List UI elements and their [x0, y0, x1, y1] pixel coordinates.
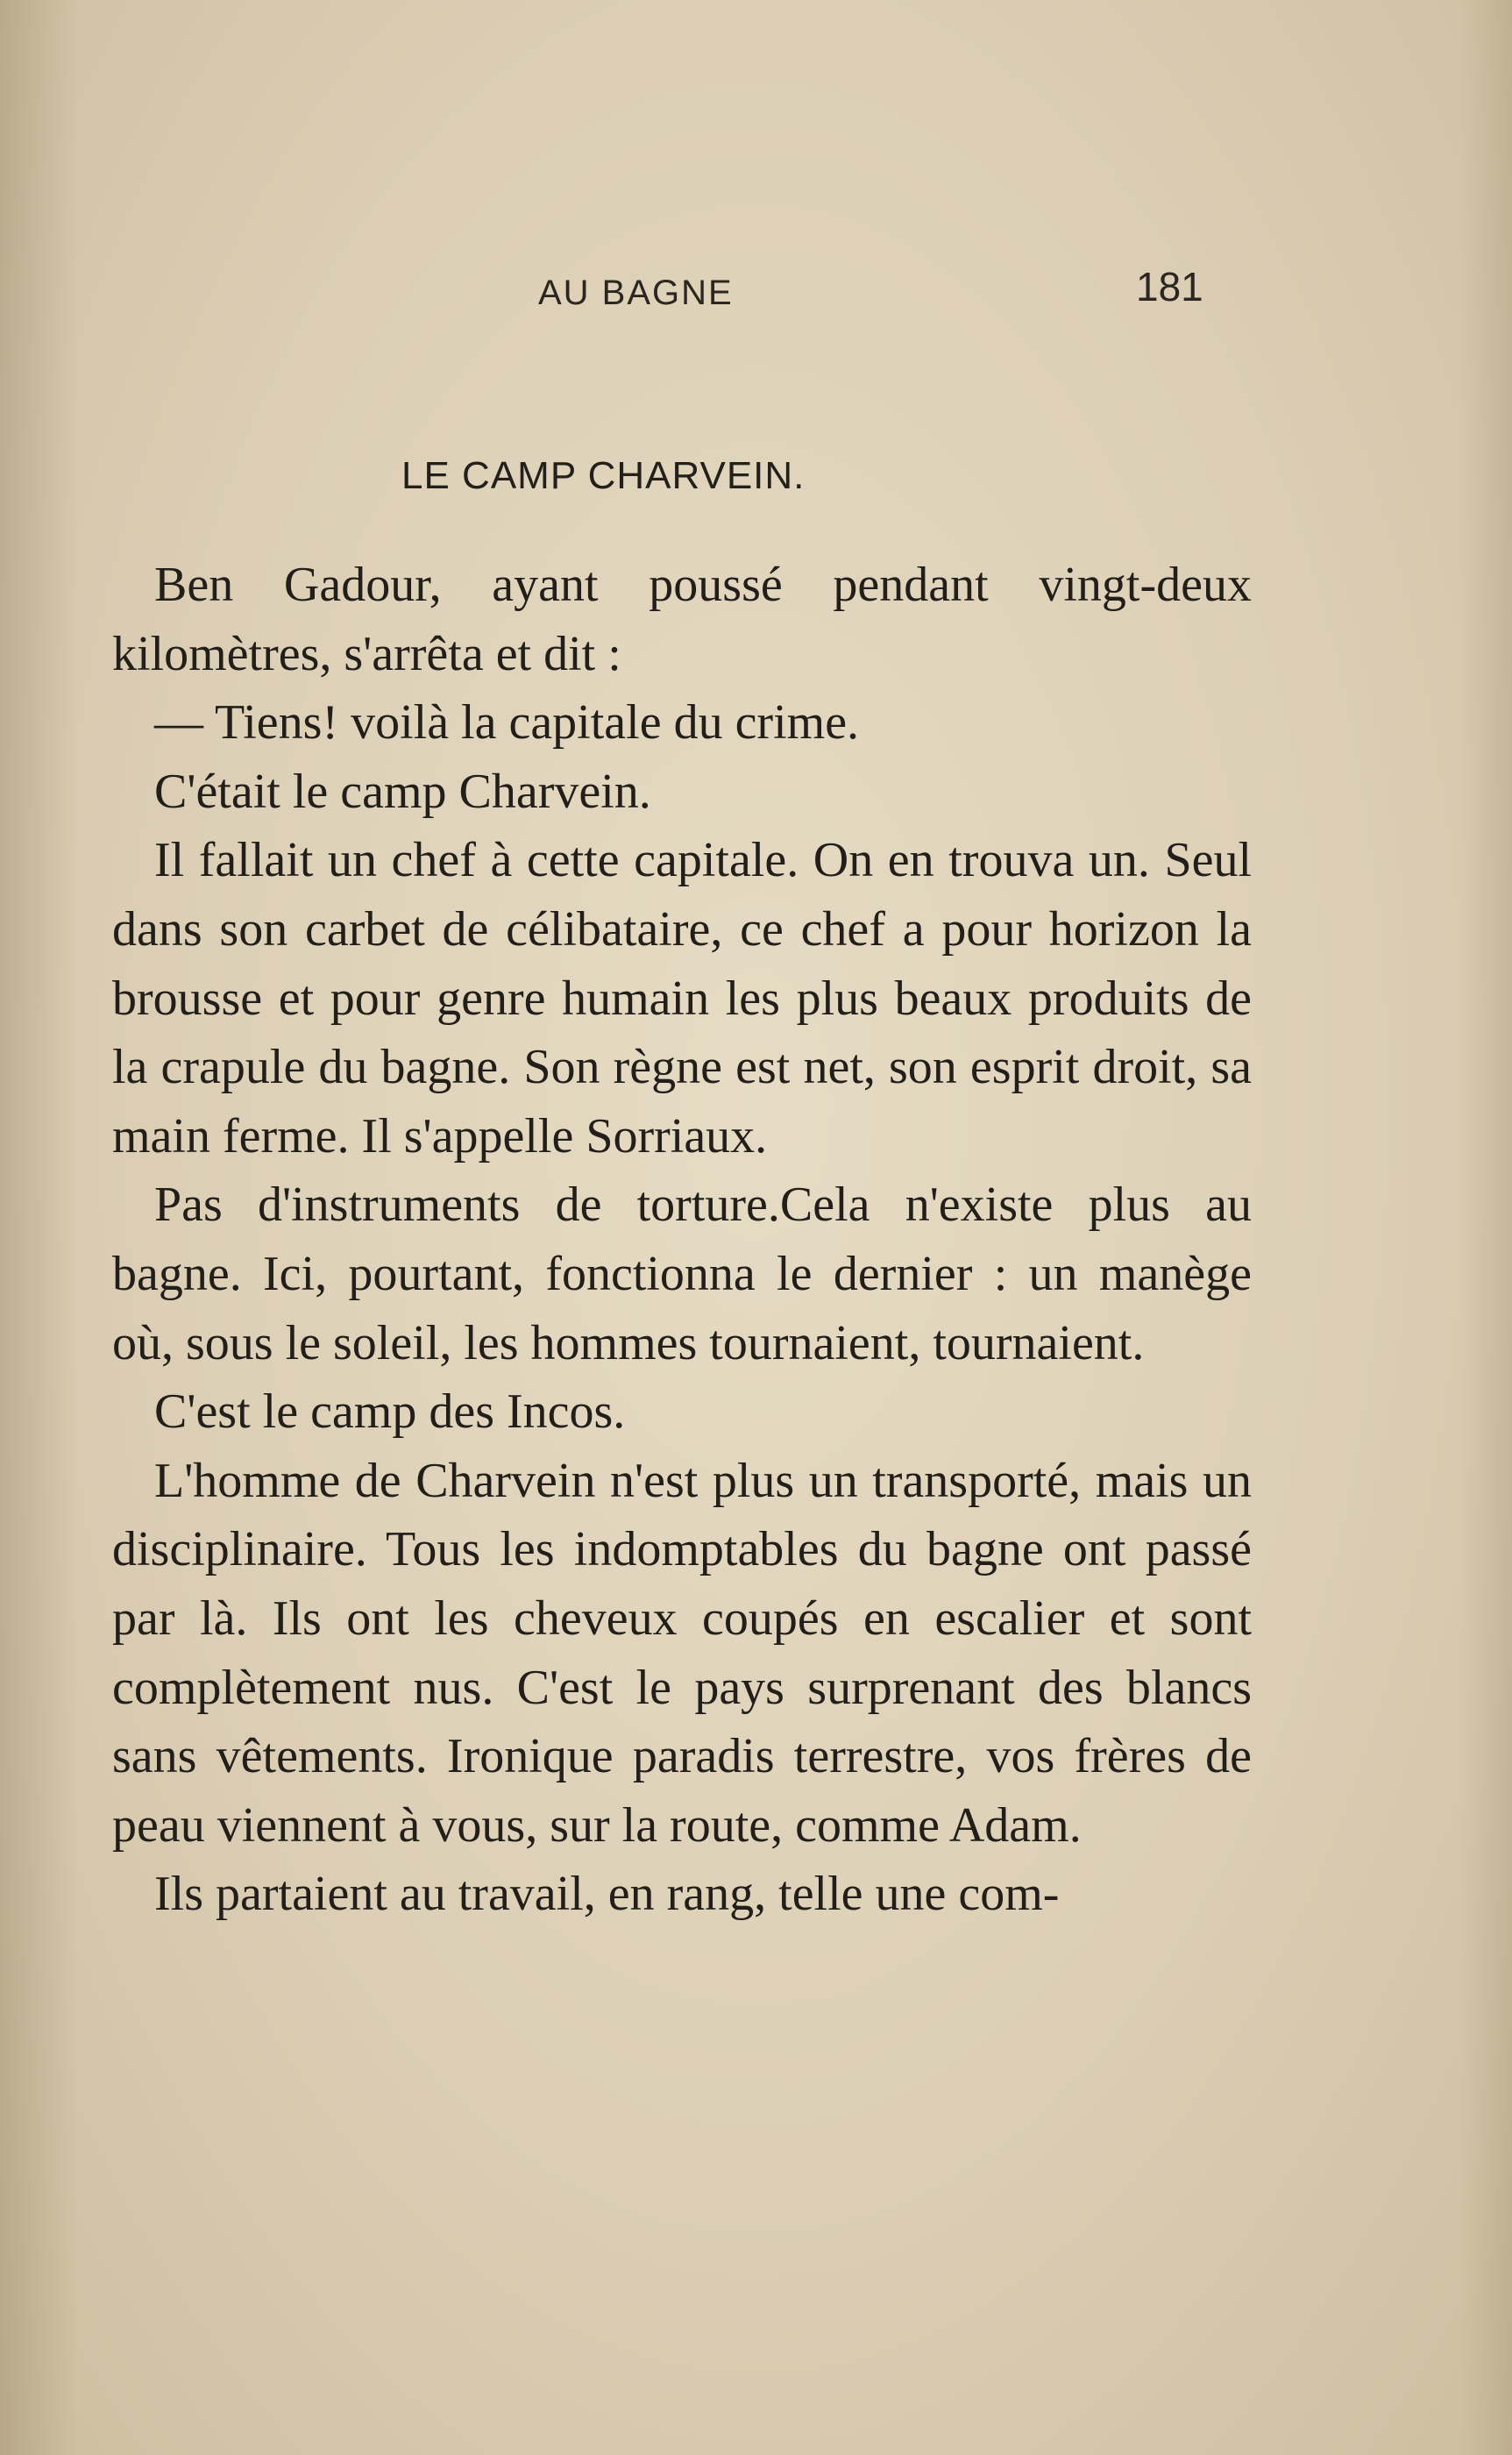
paragraph: Pas d'instruments de torture.Cela n'existe plus au bagne. Ici, pourtant, fonctionna le dernier : un manège où, sous le soleil, les hommes tournaient, tournaient. — [112, 1178, 1252, 1370]
paragraph: L'homme de Charvein n'est plus un transporté, mais un disciplinaire. Tous les indomptables du bagne ont passé par là. Ils ont les cheveux coupés en escalier et sont complètement nus. C'est le pays surprenant des blancs sans vêtements. Ironique paradis terrestre, vos frères de peau viennent à vous, sur la route, comme Adam. — [112, 1453, 1252, 1853]
section-title: LE CAMP CHARVEIN. — [401, 454, 806, 497]
paragraph: — Tiens! voilà la capitale du crime. — [154, 695, 860, 751]
running-head: AU BAGNE — [538, 274, 734, 312]
paragraph: C'était le camp Charvein. — [154, 764, 651, 819]
body-text — [112, 551, 1252, 1929]
paragraph: C'est le camp des Incos. — [154, 1384, 626, 1440]
paragraph: Il fallait un chef à cette capitale. On en trouva un. Seul dans son carbet de célibataire, ce chef a pour horizon la brousse et pour genre humain les plus beaux produits de la crapule du bagne. Son règne est net, son esprit droit, sa main ferme. Il s'appelle Sorriaux. — [112, 833, 1252, 1163]
paragraph: Ils partaient au travail, en rang, telle une com- — [154, 1867, 1060, 1922]
paragraph: Ben Gadour, ayant poussé pendant vingt-deux kilomètres, s'arrêta et dit : — [112, 558, 1252, 681]
page-number: 181 — [1136, 264, 1203, 310]
